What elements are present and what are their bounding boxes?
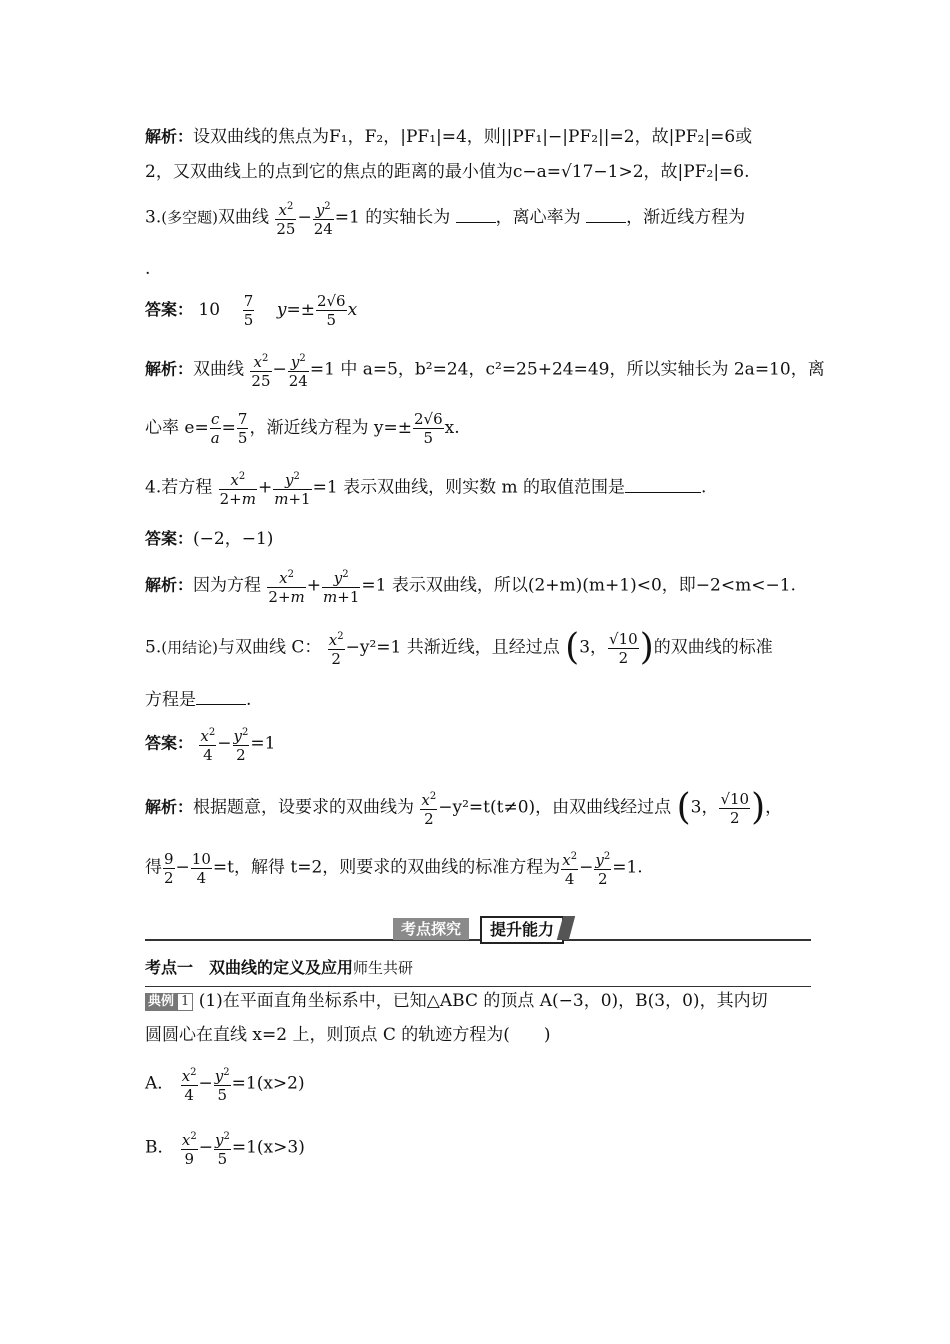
q5-stem-line2-text: 方程是 — [145, 690, 196, 710]
q5-stem-post: 的双曲线的标准 — [653, 637, 773, 658]
banner-tag-improve: 提升能力 — [480, 916, 564, 944]
q5-number: 5. — [145, 637, 162, 658]
q4-analysis-pre: 因为方程 — [193, 575, 262, 596]
q5-stem-pre: 与双曲线 C： — [217, 637, 322, 658]
q5-stem-mid: −y²=1 共渐近线，且经过点 — [345, 637, 560, 658]
section-title: 考点一 双曲线的定义及应用 — [145, 958, 354, 977]
q5-analysis-point-frac: $\frac{√10}{2}$ — [720, 789, 750, 827]
q3-answer-asym-pre: y=± — [276, 300, 315, 320]
answer-label: 答案： — [145, 300, 194, 319]
q3-frac-7-5: $\frac{7}{5}$ — [237, 410, 248, 447]
example-line1 — [145, 990, 768, 1012]
q5-analysis-frac-x: $\frac{x^2}{2}$ — [420, 788, 437, 828]
section-banner — [145, 912, 811, 942]
q4-blank[interactable] — [625, 476, 701, 493]
option-b-post: =1(x>3) — [231, 1137, 305, 1158]
q3-analysis2-post: x. — [444, 418, 460, 438]
q3-analysis-asym-frac: $\frac{2√6}{5}$ — [413, 410, 443, 447]
option-a-frac-y: $\frac{y^2}{5}$ — [214, 1064, 231, 1104]
q4-answer — [145, 528, 273, 550]
q4-stem-pre: 若方程 — [161, 477, 213, 498]
q5-frac-x: $\frac{x^2}{2}$ — [328, 628, 345, 668]
q5-analysis2-mid: =t，解得 t=2，则要求的双曲线的标准方程为 — [212, 857, 561, 878]
q3-end-dot: . — [145, 259, 151, 279]
q3-analysis-line1: 解析：双曲线 $\frac{x^2}{25}$ − $\frac{y^2}{24}$ =1 中 a=5，b²=24，c²=25+24=49，所以实轴长为 2a=10，离 — [145, 350, 825, 390]
q3-frac-x: $\frac{x^2}{25}$ — [275, 198, 296, 238]
q3-analysis2-pre: 心率 e= — [145, 418, 209, 438]
example-badge: 典例 — [145, 993, 177, 1011]
q5-tag: (用结论) — [161, 638, 218, 657]
q5-frac-9-2: $\frac{9}{2}$ — [164, 849, 174, 887]
analysis-label: 解析： — [145, 127, 194, 146]
banner-rule — [145, 939, 811, 941]
q3-mid2: ，渐近线方程为 — [626, 207, 746, 228]
q5-end: . — [246, 690, 252, 710]
q4-frac-1: $\frac{x^2}{2+m}$ — [219, 468, 257, 508]
example-line1-text: (1)在平面直角坐标系中，已知△ABC 的顶点 A(−3，0)，B(3，0)，其内切 — [198, 991, 768, 1011]
option-b-frac-x: $\frac{x^2}{9}$ — [181, 1128, 198, 1168]
option-a-frac-x: $\frac{x^2}{4}$ — [181, 1064, 198, 1104]
q5-analysis-line1: 解析：根据题意，设要求的双曲线为 $\frac{x^2}{2}$ −y²=t(t≠0)，由双曲线经过点 (3， $\frac{√10}{2}$ )， — [145, 787, 783, 828]
q5-analysis-result-y: $\frac{y^2}{2}$ — [594, 848, 611, 888]
p2-analysis-text1: 设双曲线的焦点为F₁，F₂，|PF₁|=4，则||PF₁|−|PF₂||=2，故|PF₂|=6或 — [193, 127, 753, 147]
q5-answer-frac-y: $\frac{y^2}{2}$ — [233, 724, 250, 764]
q3-stem-pre: 双曲线 — [217, 207, 269, 228]
q3-frac-c-a: $\frac{c}{a}$ — [210, 410, 220, 447]
q5-analysis-result-x: $\frac{x^2}{4}$ — [561, 848, 578, 888]
q3-answer-asym-post: x — [347, 300, 358, 320]
q3-analysis-line2: 心率 e= $\frac{c}{a}$ = $\frac{7}{5}$ ，渐近线方程为 y=± $\frac{2√6}{5}$ x. — [145, 410, 460, 447]
option-a-label: A． — [145, 1073, 175, 1094]
q5-frac-10-4: $\frac{10}{4}$ — [191, 849, 211, 887]
option-b-label: B． — [145, 1137, 175, 1158]
q4-stem: 4.若方程 $\frac{x^2}{2+m}$ + $\frac{y^2}{m+1}$ =1 表示双曲线，则实数 m 的取值范围是 . — [145, 468, 706, 508]
q4-number: 4. — [145, 477, 162, 498]
q4-stem-post: =1 表示双曲线，则实数 m 的取值范围是 — [312, 477, 626, 498]
section-heading — [145, 950, 811, 987]
q5-answer: 答案： $\frac{x^2}{4}$ − $\frac{y^2}{2}$ =1 — [145, 724, 275, 764]
q5-point-frac: $\frac{√10}{2}$ — [609, 629, 638, 667]
q4-analysis-post: =1 表示双曲线，所以(2+m)(m+1)<0，即−2<m<−1. — [361, 575, 796, 596]
q5-stem: 5.(用结论)与双曲线 C： $\frac{x^2}{2}$ −y²=1 共渐近线，且经过点 (3， $\frac{√10}{2}$ )的双曲线的标准 — [145, 627, 773, 668]
answer-label: 答案： — [145, 733, 194, 753]
q3-mid1: ，离心率为 — [495, 207, 581, 228]
p2-analysis-line2 — [145, 161, 750, 183]
q3-answer-e: $\frac{7}{5}$ — [243, 292, 254, 329]
q3-blank-2[interactable] — [586, 206, 626, 223]
q3-analysis1-post: =1 中 a=5，b²=24，c²=25+24=49，所以实轴长为 2a=10，离 — [309, 359, 825, 380]
q3-analysis1-pre: 双曲线 — [193, 359, 245, 380]
q4-analysis-frac-2: $\frac{y^2}{m+1}$ — [322, 566, 360, 606]
answer-label: 答案： — [145, 529, 194, 548]
analysis-label: 解析： — [145, 359, 194, 379]
q5-analysis2-pre: 得 — [145, 857, 162, 878]
option-b-frac-y: $\frac{y^2}{5}$ — [214, 1128, 231, 1168]
q3-analysis2-mid: ，渐近线方程为 y=± — [249, 418, 412, 438]
q4-analysis-frac-1: $\frac{x^2}{2+m}$ — [267, 566, 305, 606]
q4-frac-2: $\frac{y^2}{m+1}$ — [273, 468, 311, 508]
q3-answer-a: 10 — [198, 300, 221, 320]
option-a-post: =1(x>2) — [231, 1073, 305, 1094]
q4-answer-value: (−2，−1) — [193, 529, 274, 549]
q3-tag: (多空题) — [161, 208, 218, 227]
p2-analysis-text2: 2，又双曲线上的点到它的焦点的距离的最小值为c−a=√17−1>2，故|PF₂|=6. — [145, 162, 750, 182]
q5-analysis1-pre: 根据题意，设要求的双曲线为 — [193, 797, 415, 818]
example-line2-text: 圆圆心在直线 x=2 上，则顶点 C 的轨迹方程为( ) — [145, 1025, 551, 1045]
analysis-label: 解析： — [145, 797, 194, 817]
q5-answer-post: =1 — [250, 733, 276, 754]
analysis-label: 解析： — [145, 575, 194, 595]
option-b[interactable]: B． $\frac{x^2}{9}$ − $\frac{y^2}{5}$ =1(x>3) — [145, 1128, 305, 1168]
q3-answer — [145, 292, 357, 329]
q5-answer-frac-x: $\frac{x^2}{4}$ — [199, 724, 216, 764]
banner-tag-explore: 考点探究 — [393, 918, 469, 940]
q3-analysis-frac-x: $\frac{x^2}{25}$ — [250, 350, 271, 390]
q4-analysis: 解析：因为方程 $\frac{x^2}{2+m}$ + $\frac{y^2}{m+1}$ =1 表示双曲线，所以(2+m)(m+1)<0，即−2<m<−1. — [145, 566, 796, 606]
q3-end — [145, 258, 150, 280]
q3-number: 3. — [145, 207, 162, 228]
section-mode: 师生共研 — [353, 959, 414, 977]
q3-blank-1[interactable] — [456, 206, 496, 223]
example-line2 — [145, 1024, 551, 1046]
q5-analysis1-post: ， — [765, 797, 783, 818]
p2-analysis-line1 — [145, 126, 752, 148]
q4-end: . — [701, 477, 707, 498]
q3-answer-asym-frac: $\frac{2√6}{5}$ — [316, 292, 346, 329]
q5-analysis2-post: =1. — [612, 857, 643, 878]
example-badge-num: 1 — [177, 993, 193, 1011]
option-a[interactable]: A． $\frac{x^2}{4}$ − $\frac{y^2}{5}$ =1(x>2) — [145, 1064, 305, 1104]
q5-analysis1-mid: −y²=t(t≠0)，由双曲线经过点 — [438, 797, 672, 818]
q3-analysis-frac-y: $\frac{y^2}{24}$ — [288, 350, 309, 390]
q5-analysis-line2: 得 $\frac{9}{2}$ − $\frac{10}{4}$ =t，解得 t=2，则要求的双曲线的标准方程为 $\frac{x^2}{4}$ − $\frac{y^2}{2}$ =1. — [145, 849, 643, 888]
q3-frac-y: $\frac{y^2}{24}$ — [313, 198, 334, 238]
q5-blank[interactable] — [196, 688, 246, 705]
q5-stem-line2 — [145, 688, 251, 711]
q3-stem-post: =1 的实轴长为 — [334, 207, 451, 228]
q3-stem: 3.(多空题)双曲线 $\frac{x^2}{25}$ − $\frac{y^2}{24}$ =1 的实轴长为 ，离心率为 ，渐近线方程为 — [145, 198, 745, 238]
